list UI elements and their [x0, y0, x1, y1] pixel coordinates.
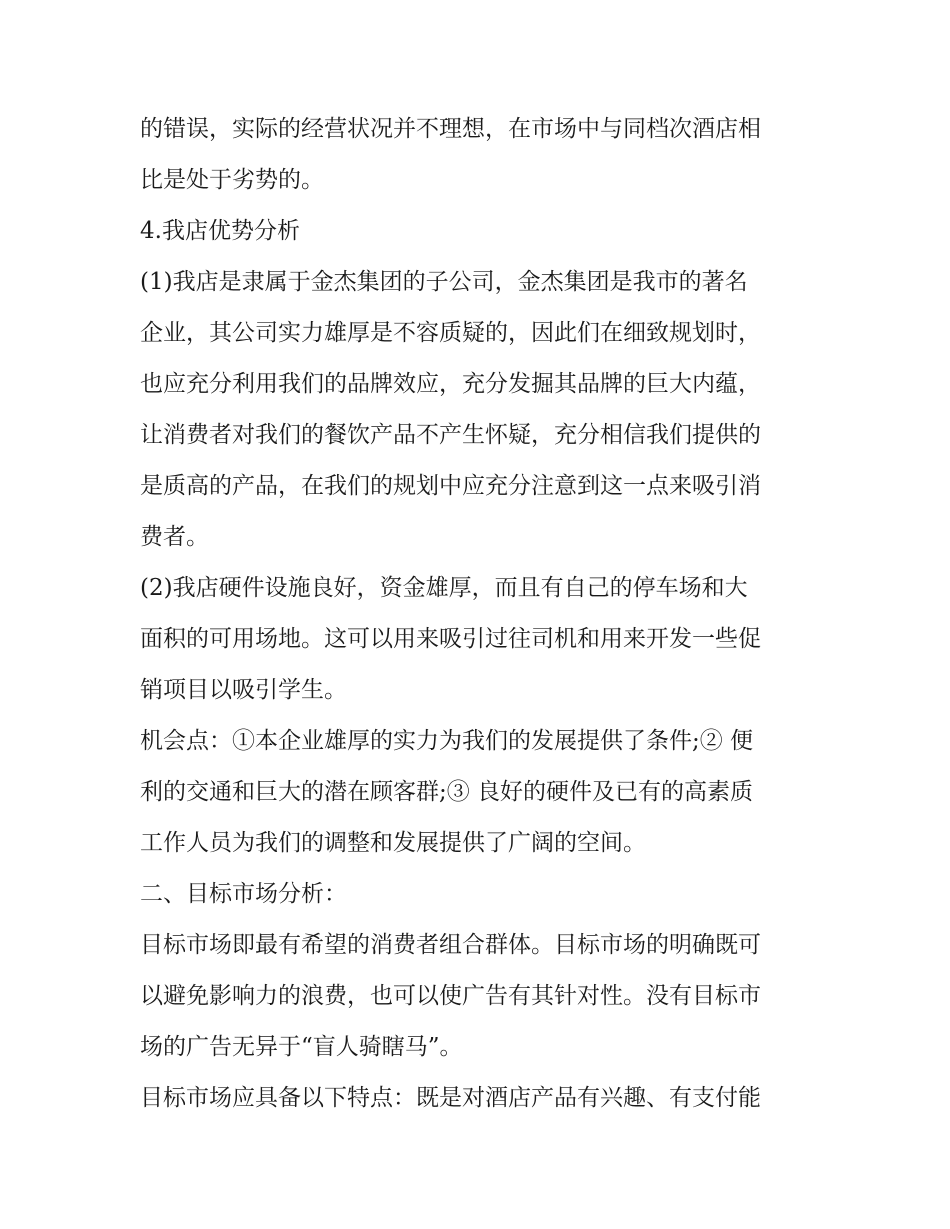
document-body: [140, 104, 812, 1124]
text-line: 以避免影响力的浪费，也可以使广告有其针对性。没有目标市: [140, 983, 761, 1009]
text-line: 是质高的产品，在我们的规划中应充分注意到这一点来吸引消: [140, 473, 761, 499]
text-line: 的错误，实际的经营状况并不理想，在市场中与同档次酒店相: [140, 116, 761, 142]
section-heading: 二、目标市场分析：: [140, 881, 347, 907]
text-line: 销项目以吸引学生。: [140, 677, 347, 703]
text-line: (1)我店是隶属于金杰集团的子公司，金杰集团是我市的著名: [140, 269, 748, 295]
text-line: 目标市场即最有希望的消费者组合群体。目标市场的明确既可: [140, 932, 761, 958]
text-line: 工作人员为我们的调整和发展提供了广阔的空间。: [140, 830, 646, 856]
text-line: (2)我店硬件设施良好，资金雄厚，而且有自己的停车场和大: [140, 575, 748, 601]
text-line: 机会点：①本企业雄厚的实力为我们的发展提供了条件;② 便: [140, 728, 754, 754]
text-line: 让消费者对我们的餐饮产品不产生怀疑，充分相信我们提供的: [140, 422, 761, 448]
text-line: 费者。: [140, 524, 209, 550]
text-line: 比是处于劣势的。: [140, 167, 324, 193]
text-line: 场的广告无异于“盲人骑瞎马”。: [140, 1034, 463, 1060]
text-line: 也应充分利用我们的品牌效应，充分发掘其品牌的巨大内蕴，: [140, 371, 761, 397]
text-line: 目标市场应具备以下特点：既是对酒店产品有兴趣、有支付能: [140, 1085, 761, 1111]
text-line: 利的交通和巨大的潜在顾客群;③ 良好的硬件及已有的高素质: [140, 779, 754, 805]
text-line: 面积的可用场地。这可以用来吸引过往司机和用来开发一些促: [140, 626, 761, 652]
section-heading: 4.我店优势分析: [140, 218, 300, 244]
text-line: 企业，其公司实力雄厚是不容质疑的，因此们在细致规划时，: [140, 320, 761, 346]
